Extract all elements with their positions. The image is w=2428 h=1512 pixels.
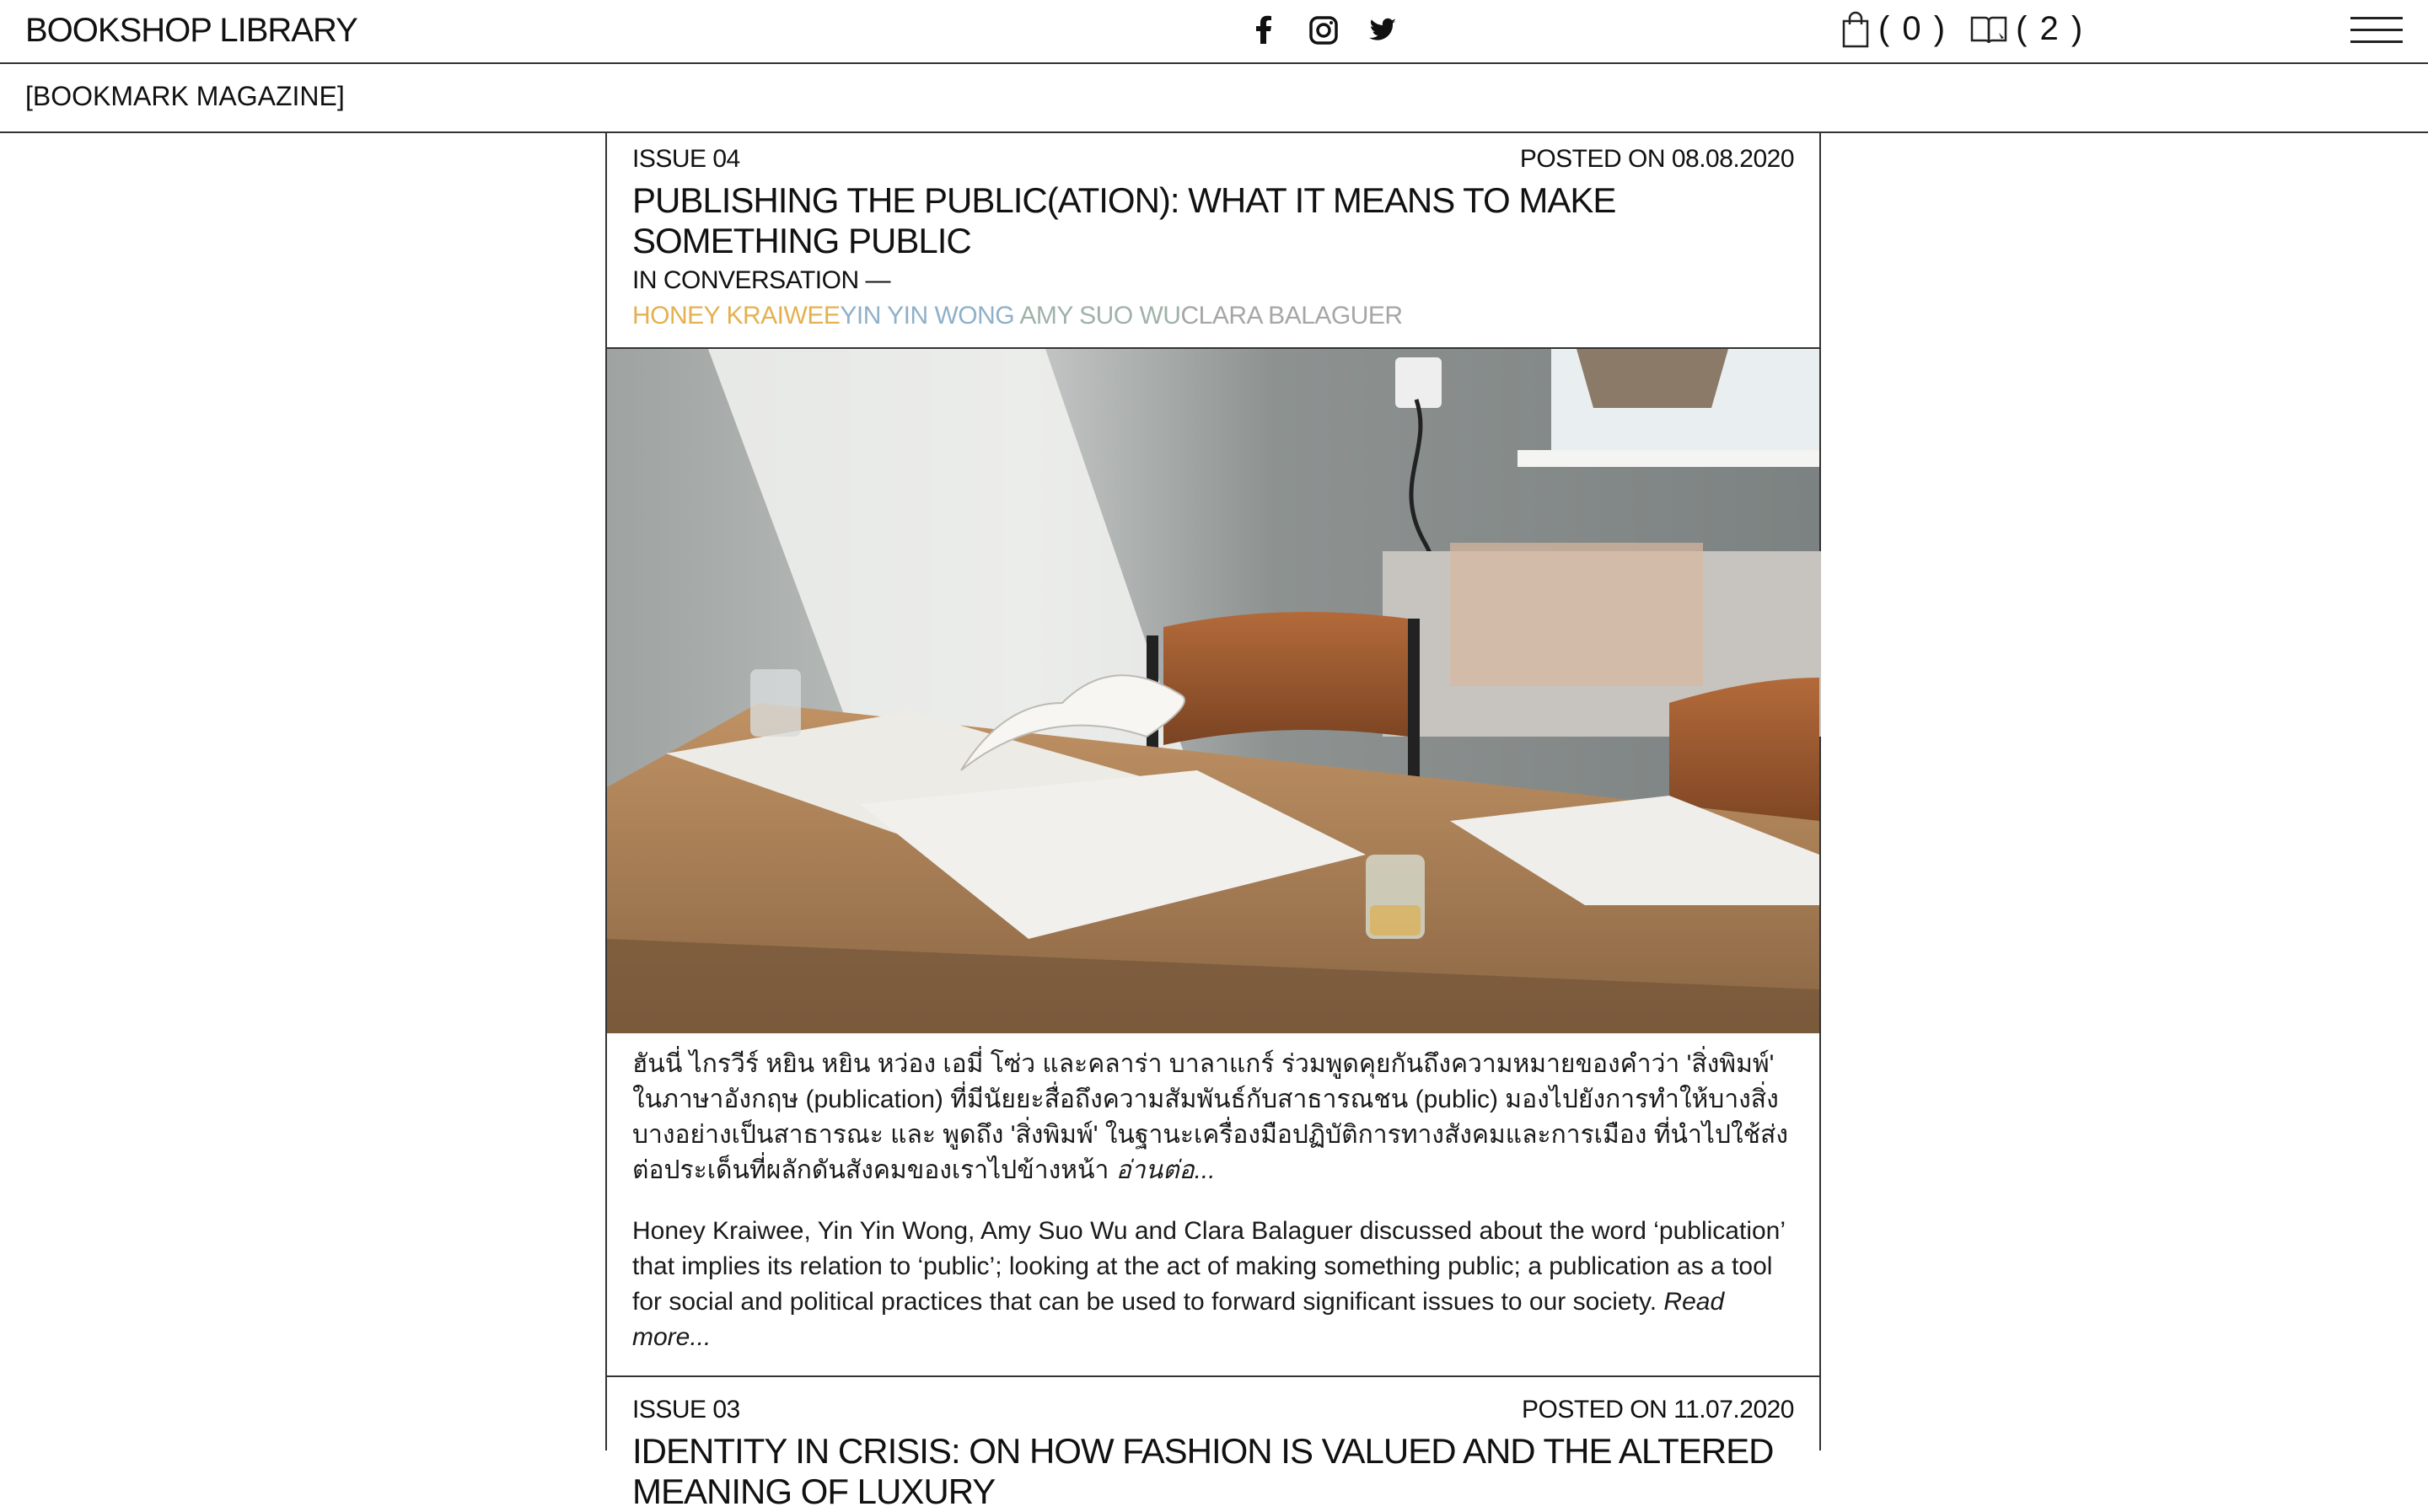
author-link[interactable]: YIN YIN WONG (840, 302, 1015, 330)
article-excerpt (607, 1032, 1819, 1375)
library-count: ( 2 ) (2016, 10, 2085, 47)
author-link[interactable]: HONEY KRAIWEE (632, 302, 841, 330)
article-title[interactable]: IDENTITY IN CRISIS: ON HOW FASHION IS VALUED AND THE ALTERED MEANING OF LUXURY (632, 1431, 1774, 1511)
article-meta (632, 1396, 1794, 1424)
article-feed (605, 133, 1821, 1511)
article-meta (632, 145, 1794, 174)
article-authors (632, 302, 1794, 330)
article-header (607, 1377, 1819, 1512)
instagram-icon[interactable] (1307, 13, 1340, 47)
hamburger-menu-icon[interactable] (2350, 17, 2403, 46)
article-title[interactable]: PUBLISHING THE PUBLIC(ATION): WHAT IT MEANS TO MAKE SOMETHING PUBLIC (632, 180, 1616, 260)
article-header (607, 133, 1819, 347)
cart-count: ( 0 ) (1878, 10, 1947, 47)
excerpt-english-text: Honey Kraiwee, Yin Yin Wong, Amy Suo Wu and Clara Balaguer discussed about the word ‘publication’ that implies its relation to ‘public’; looking at the act of making something public; a publication as a tool for social and political practices that can be used to forward significant issues to our society. (632, 1217, 1785, 1316)
facebook-icon[interactable] (1248, 13, 1281, 47)
section-bar (0, 66, 2428, 133)
excerpt-thai (632, 1047, 1794, 1188)
author-link[interactable]: CLARA BALAGUER (1180, 302, 1403, 330)
top-bar (0, 0, 2428, 64)
cart-button[interactable] (1841, 10, 1947, 48)
issue-number: ISSUE 03 (632, 1396, 740, 1424)
author-link[interactable]: AMY SUO WU (1014, 302, 1181, 330)
posted-date: POSTED ON 11.07.2020 (1522, 1396, 1794, 1424)
read-more-link[interactable]: Read more... (632, 1288, 1725, 1351)
library-button[interactable] (1970, 10, 2084, 48)
social-links (1248, 13, 1399, 47)
article-kicker: IN CONVERSATION — (632, 266, 890, 294)
read-more-thai-link[interactable]: อ่านต่อ... (1115, 1156, 1216, 1184)
excerpt-english (632, 1214, 1794, 1355)
shopping-bag-icon (1841, 11, 1870, 48)
twitter-icon[interactable] (1366, 13, 1399, 47)
brand-logo[interactable]: BOOKSHOP LIBRARY (25, 12, 357, 49)
header-counters (1841, 10, 2084, 48)
excerpt-thai-text: ฮันนี่ ไกรวีร์ หยิน หยิน หว่อง เอมี่ โซ่ว และคลาร่า บาลาแกร์ ร่วมพูดคุยกันถึงความหมายของคำว่า 'สิ่งพิมพ์' ในภาษาอังกฤษ (publication) ที่มีนัยยะสื่อถึงความสัมพันธ์กับสาธารณชน (public) มองไปยังการทำให้บางสิ่งบางอย่างเป็นสาธารณะ และ พูดถึง 'สิ่งพิมพ์' ในฐานะเครื่องมือปฏิบัติการทางสังคมและการเมือง ที่นำไปใช้ส่งต่อประเด็นที่ผลักดันสังคมของเราไปข้างหน้า (632, 1050, 1788, 1184)
open-book-icon (1970, 14, 2007, 45)
article-cover-image[interactable] (607, 347, 1819, 1032)
section-label[interactable]: [BOOKMARK MAGAZINE] (25, 81, 345, 111)
issue-number: ISSUE 04 (632, 145, 740, 173)
posted-date: POSTED ON 08.08.2020 (1519, 145, 1794, 173)
